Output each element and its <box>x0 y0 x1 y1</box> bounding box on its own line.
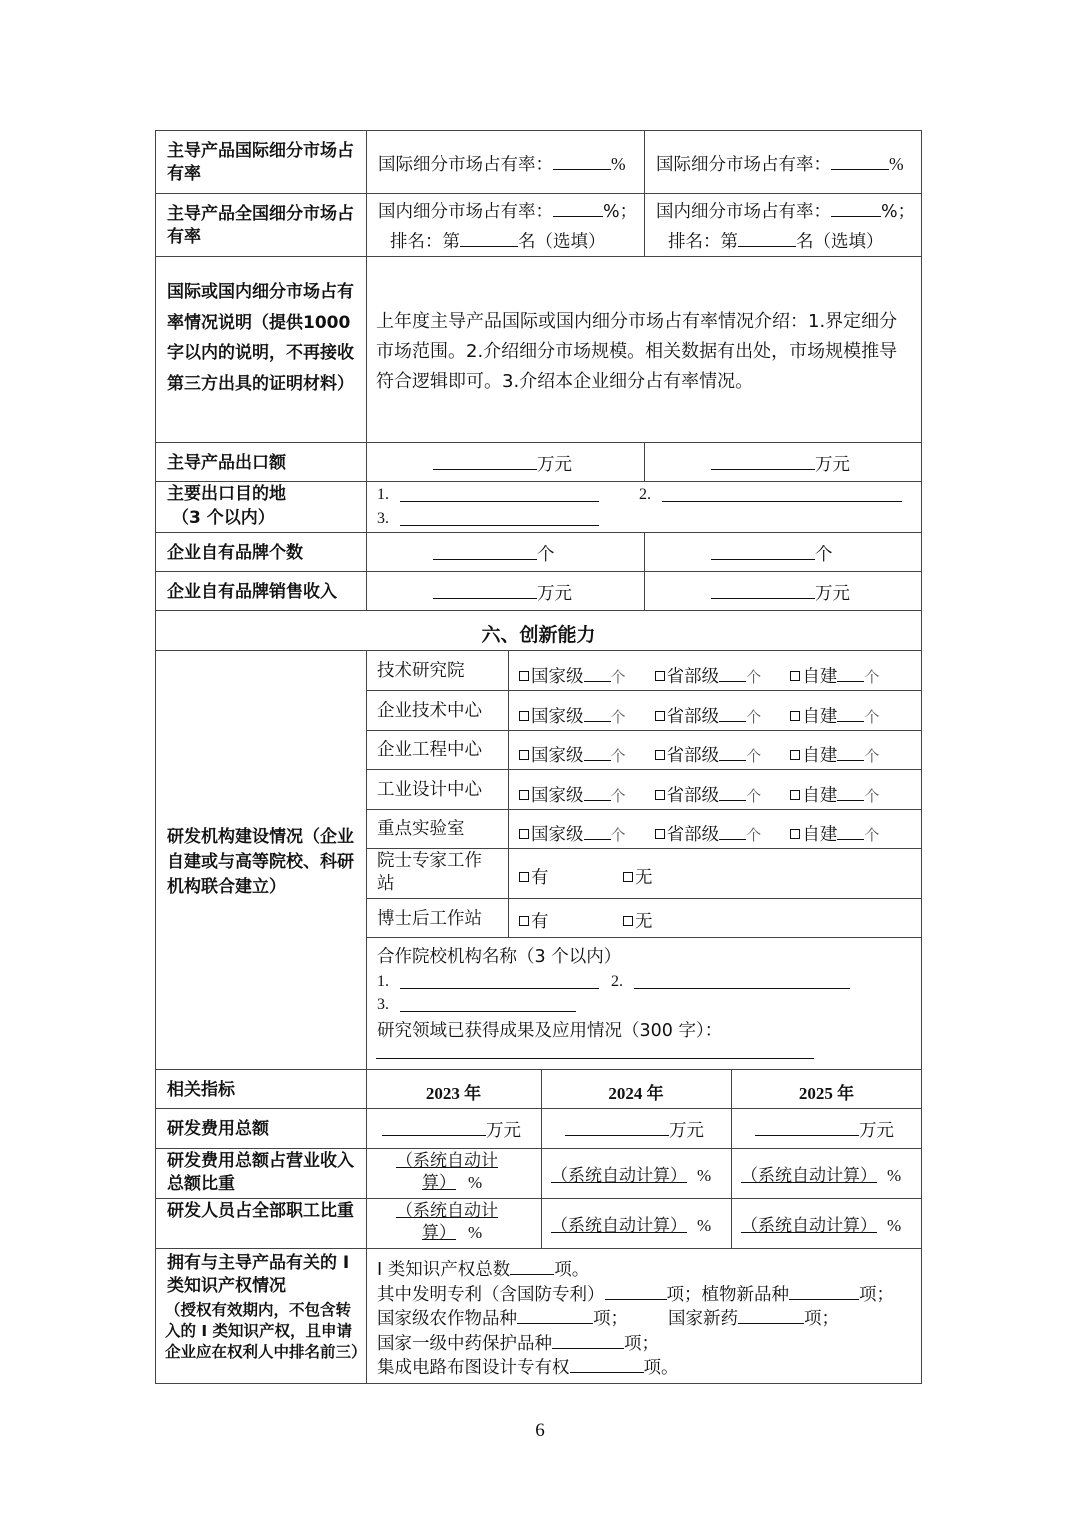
row-divider <box>155 1069 922 1070</box>
ip-total-field[interactable]: I 类知识产权总数 项。 <box>377 1257 589 1281</box>
market-share-desc-label: 国际或国内细分市场占有率情况说明（提供1000字以内的说明，不再接收第三方出具的证明材料） <box>167 282 354 394</box>
col-divider <box>508 650 509 937</box>
ip-label-note: （授权有效期内，不包含转入的 I 类知识产权，且申请企业应在权利人中排名前三） <box>165 1301 367 1361</box>
brand-sales-field-2023[interactable]: 万元 <box>433 581 572 605</box>
intl-market-share-label: 主导产品国际细分市场占有率 <box>167 141 354 184</box>
provincial-checkbox[interactable]: 省部级 <box>655 825 720 845</box>
rd-org-name: 企业工程中心 <box>377 740 482 760</box>
year-header-2024: 2024 年 <box>608 1084 664 1103</box>
rd-cost-field-2023[interactable]: 万元 <box>382 1118 521 1142</box>
rd-org-name: 技术研究院 <box>377 661 465 681</box>
coop-number-1: 1. <box>377 973 389 990</box>
provincial-checkbox[interactable]: 省部级 <box>655 667 720 687</box>
academician-have-checkbox[interactable]: 有 <box>519 867 549 889</box>
intl-rate-field-2024[interactable]: 国际细分市场占有率： % <box>656 154 904 175</box>
year-header-2023: 2023 年 <box>425 1084 482 1103</box>
staff-ratio-label: 研发人员占全部职工比重 <box>167 1201 354 1221</box>
brand-count-field-2024[interactable]: 个 <box>711 542 833 566</box>
row-divider <box>155 193 922 194</box>
coop-institution-2-input[interactable] <box>634 988 850 989</box>
row-divider <box>155 1198 922 1199</box>
col-divider <box>644 130 645 256</box>
brand-count-field-2023[interactable]: 个 <box>433 542 555 566</box>
row-divider <box>366 848 922 849</box>
coop-number-2: 2. <box>611 973 623 990</box>
export-amount-label: 主导产品出口额 <box>167 453 286 473</box>
postdoc-station-label: 博士后工作站 <box>377 909 482 929</box>
row-divider <box>155 1148 922 1149</box>
staff-ratio-value-2024: （系统自动计算） % <box>551 1216 712 1236</box>
row-divider <box>366 898 922 899</box>
rd-cost-field-2025[interactable]: 万元 <box>755 1118 894 1142</box>
national-checkbox[interactable]: 国家级 <box>519 667 584 687</box>
export-dest-2-input[interactable] <box>662 501 902 502</box>
year-header-2025: 2025 年 <box>798 1084 855 1103</box>
indicators-label: 相关指标 <box>167 1080 235 1100</box>
self-built-checkbox[interactable]: 自建 <box>790 707 837 727</box>
nat-rate-field-2024[interactable]: 国内细分市场占有率： %； <box>656 199 915 223</box>
rd-level-options: 国家级 个 省部级 个 自建 个 <box>519 783 879 807</box>
coop-results-label: 研究领域已获得成果及应用情况（300 字）： <box>377 1021 723 1041</box>
row-divider <box>366 809 922 810</box>
row-divider <box>155 481 922 482</box>
row-divider <box>155 610 922 611</box>
row-divider <box>155 1248 922 1249</box>
row-divider <box>366 690 922 691</box>
rd-org-name: 重点实验室 <box>377 819 465 839</box>
national-checkbox[interactable]: 国家级 <box>519 707 584 727</box>
rd-institution-label: 研发机构建设情况（企业自建或与高等院校、科研机构联合建立） <box>167 827 354 897</box>
self-built-checkbox[interactable]: 自建 <box>790 746 837 766</box>
nat-rank-field-2024[interactable]: 排名：第 名（选填） <box>668 229 884 253</box>
rd-ratio-value-2025: （系统自动计算） % <box>741 1166 902 1186</box>
brand-count-label: 企业自有品牌个数 <box>167 543 303 563</box>
ip-invention-field[interactable]: 其中发明专利（含国防专利） 项；植物新品种 项； <box>377 1282 894 1306</box>
export-amount-field-2023[interactable]: 万元 <box>433 452 572 476</box>
row-divider <box>155 1108 922 1109</box>
postdoc-none-checkbox[interactable]: 无 <box>623 911 653 933</box>
nat-rank-field-2023[interactable]: 排名：第 名（选填） <box>390 229 606 253</box>
rd-cost-field-2024[interactable]: 万元 <box>565 1118 704 1142</box>
self-built-checkbox[interactable]: 自建 <box>790 825 837 845</box>
row-divider <box>155 256 922 257</box>
row-divider <box>155 532 922 533</box>
rd-org-name: 企业技术中心 <box>377 701 482 721</box>
row-divider <box>366 937 922 938</box>
coop-institution-3-input[interactable] <box>400 1011 576 1012</box>
nat-market-share-label: 主导产品全国细分市场占有率 <box>167 204 354 247</box>
ip-ic-field[interactable]: 集成电路布图设计专有权 项。 <box>377 1355 679 1379</box>
national-checkbox[interactable]: 国家级 <box>519 825 584 845</box>
national-checkbox[interactable]: 国家级 <box>519 786 584 806</box>
export-dest-1-input[interactable] <box>400 501 599 502</box>
export-dest-sublabel: （3 个以内） <box>172 508 275 528</box>
provincial-checkbox[interactable]: 省部级 <box>655 746 720 766</box>
rd-cost-label: 研发费用总额 <box>167 1119 269 1139</box>
coop-institution-1-input[interactable] <box>400 988 599 989</box>
brand-sales-label: 企业自有品牌销售收入 <box>167 582 337 602</box>
rd-level-options: 国家级 个 省部级 个 自建 个 <box>519 822 879 846</box>
rd-ratio-value-2024: （系统自动计算） % <box>551 1166 712 1186</box>
export-dest-label: 主要出口目的地 <box>167 484 286 504</box>
col-divider <box>366 130 367 610</box>
row-divider <box>366 769 922 770</box>
row-divider <box>155 650 922 651</box>
ip-label: 拥有与主导产品有关的 I 类知识产权情况 <box>167 1253 350 1296</box>
row-divider <box>155 442 922 443</box>
staff-ratio-value-2025: （系统自动计算） % <box>741 1216 902 1236</box>
staff-ratio-value-2023: （系统自动计 算） % <box>396 1201 498 1243</box>
provincial-checkbox[interactable]: 省部级 <box>655 786 720 806</box>
coop-institutions-title: 合作院校机构名称（3 个以内） <box>377 947 622 967</box>
brand-sales-field-2024[interactable]: 万元 <box>711 581 850 605</box>
intl-rate-field-2023[interactable]: 国际细分市场占有率： % <box>378 154 626 175</box>
dest-number-2: 2. <box>639 486 651 503</box>
export-amount-field-2024[interactable]: 万元 <box>711 452 850 476</box>
rd-level-options: 国家级 个 省部级 个 自建 个 <box>519 743 879 767</box>
ip-crop-field[interactable]: 国家级农作物品种 项； 国家新药 项； <box>377 1306 839 1330</box>
self-built-checkbox[interactable]: 自建 <box>790 786 837 806</box>
coop-results-input[interactable] <box>376 1058 814 1059</box>
provincial-checkbox[interactable]: 省部级 <box>655 707 720 727</box>
rd-ratio-label: 研发费用总额占营业收入总额比重 <box>167 1151 354 1194</box>
self-built-checkbox[interactable]: 自建 <box>790 667 837 687</box>
postdoc-have-checkbox[interactable]: 有 <box>519 911 549 933</box>
col-divider <box>644 442 645 481</box>
dest-number-3: 3. <box>377 510 389 527</box>
rd-org-name: 工业设计中心 <box>377 780 482 800</box>
row-divider <box>366 730 922 731</box>
rd-level-options: 国家级 个 省部级 个 自建 个 <box>519 704 879 728</box>
academician-none-checkbox[interactable]: 无 <box>623 867 653 889</box>
ip-tcm-field[interactable]: 国家一级中药保护品种 项； <box>377 1331 659 1355</box>
market-share-desc-input[interactable]: 上年度主导产品国际或国内细分市场占有率情况介绍：1.界定细分市场范围。2.介绍细分市场规模。相关数据有出处，市场规模推导符合逻辑即可。3.介绍本企业细分占有率情况。 <box>376 311 898 392</box>
section-title: 六、创新能力 <box>481 624 596 646</box>
rd-level-options: 国家级 个 省部级 个 自建 个 <box>519 664 879 688</box>
academician-station-label: 院士专家工作站 <box>377 851 482 894</box>
export-dest-3-input[interactable] <box>400 525 599 526</box>
nat-rate-field-2023[interactable]: 国内细分市场占有率： %； <box>378 199 637 223</box>
page-number: 6 <box>535 1420 545 1441</box>
dest-number-1: 1. <box>377 486 389 503</box>
national-checkbox[interactable]: 国家级 <box>519 746 584 766</box>
col-divider <box>644 532 645 610</box>
col-divider <box>366 650 367 1384</box>
coop-number-3: 3. <box>377 996 389 1013</box>
rd-ratio-value-2023: （系统自动计 算） % <box>396 1151 498 1193</box>
row-divider <box>155 571 922 572</box>
